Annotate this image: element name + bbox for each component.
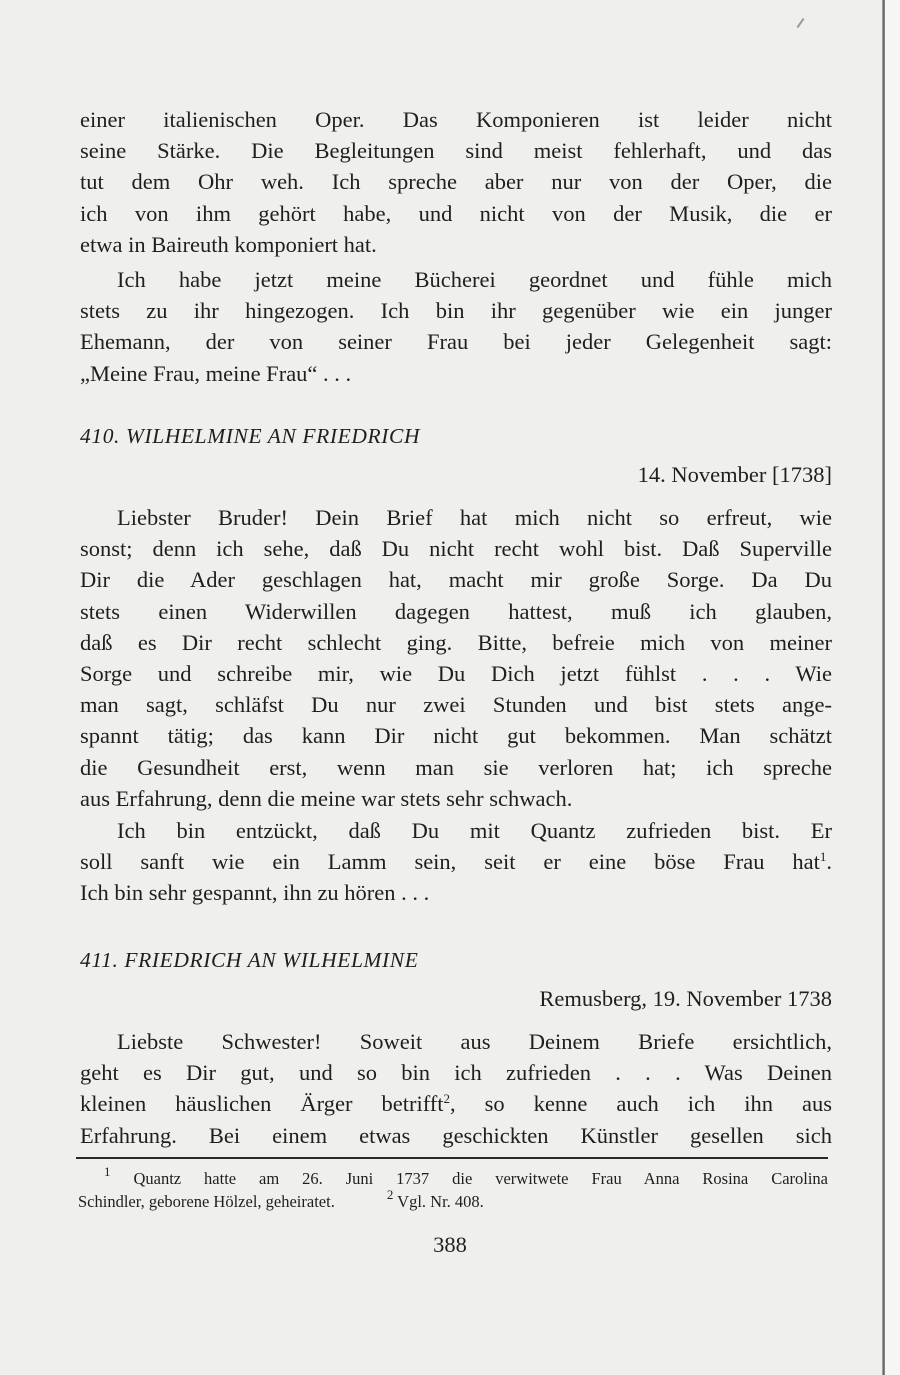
text-line: daß es Dir recht schlecht ging. Bitte, befreie mich von meiner [80, 629, 832, 655]
letter-411-date: Remusberg, 19. November 1738 [539, 986, 832, 1011]
paragraph-library [80, 264, 832, 389]
footnote-reference-1[interactable]: 1 [819, 849, 827, 865]
text-line: aus Erfahrung, denn die meine war stets sehr schwach. [80, 785, 573, 811]
footnote-marker-2: 2 [386, 1187, 394, 1202]
text-line: Erfahrung. Bei einem etwas geschickten Künstler gesellen sich [80, 1122, 832, 1148]
footnote-reference-2[interactable]: 2 [443, 1091, 451, 1107]
footnote-line [78, 1187, 828, 1213]
text-line: die Gesundheit erst, wenn man sie verloren hat; ich spreche [80, 754, 832, 780]
page-number: 388 [433, 1232, 467, 1257]
text-line: ich von ihm gehört habe, und nicht von der Musik, die er [80, 200, 832, 226]
letter-410-paragraph-2 [80, 815, 832, 909]
footnote-1-line [78, 1164, 829, 1190]
page-margin [885, 0, 900, 1375]
text-line: spannt tätig; das kann Dir nicht gut bekommen. Man schätzt [80, 723, 832, 749]
footnotes [78, 1164, 829, 1213]
footnote-1-text-cont: Schindler, geborene Hölzel, geheiratet. [78, 1192, 335, 1211]
text-line: man sagt, schläfst Du nur zwei Stunden und bist stets ange- [80, 692, 832, 718]
text-line: seine Stärke. Die Begleitungen sind meist fehlerhaft, und das [80, 138, 832, 164]
text-line: Ich bin entzückt, daß Du mit Quantz zufrieden bist. Er [117, 818, 832, 843]
book-gutter-edge [882, 0, 885, 1375]
text-line: Ehemann, der von seiner Frau bei jeder Gelegenheit sagt: [80, 329, 832, 355]
text-line: Sorge und schreibe mir, wie Du Dich jetzt fühlst . . . Wie [80, 660, 832, 686]
text-line: Liebster Bruder! Dein Brief hat mich nicht so erfreut, wie [117, 505, 832, 530]
letter-410-paragraph-1 [80, 502, 832, 814]
footnote-separator [76, 1157, 828, 1159]
footnote-marker-1: 1 [104, 1164, 111, 1179]
text-segment: kleinen häuslichen Ärger betrifft [80, 1091, 444, 1117]
paragraph-continuation [80, 104, 832, 260]
text-segment: . [826, 849, 832, 875]
text-line: tut dem Ohr weh. Ich spreche aber nur von der Oper, die [80, 169, 832, 195]
footnote-2-text: Vgl. Nr. 408. [397, 1192, 484, 1211]
text-line: sonst; denn ich sehe, daß Du nicht recht wohl bist. Daß Superville [80, 536, 832, 562]
text-line [80, 1088, 832, 1119]
text-segment: soll sanft wie ein Lamm sein, seit er eine böse Frau hat [80, 849, 820, 875]
text-line: Liebste Schwester! Soweit aus Deinem Briefe ersichtlich, [117, 1029, 832, 1054]
letter-411-heading: 411. FRIEDRICH AN WILHELMINE [80, 948, 419, 972]
text-line: stets einen Widerwillen dagegen hattest, muß ich glauben, [80, 598, 832, 624]
text-line: Dir die Ader geschlagen hat, macht mir große Sorge. Da Du [80, 567, 832, 593]
text-line: Ich bin sehr gespannt, ihn zu hören . . . [80, 880, 430, 906]
text-line: einer italienischen Oper. Das Komponieren ist leider nicht [80, 107, 832, 132]
letter-410-heading: 410. WILHELMINE AN FRIEDRICH [80, 424, 421, 448]
text-line: stets zu ihr hingezogen. Ich bin ihr gegenüber wie ein junger [80, 298, 832, 324]
stray-pencil-mark [797, 18, 805, 28]
text-line [80, 846, 832, 877]
letter-411-paragraph-1 [80, 1026, 832, 1151]
text-segment: , so kenne auch ich ihn aus [450, 1091, 832, 1117]
text-line: „Meine Frau, meine Frau“ . . . [80, 360, 352, 386]
footnote-1-text: Quantz hatte am 26. Juni 1737 die verwitwete Frau Anna Rosina Carolina [133, 1169, 829, 1188]
text-line: etwa in Baireuth komponiert hat. [80, 231, 377, 257]
text-line: geht es Dir gut, und so bin ich zufrieden . . . Was Deinen [80, 1060, 832, 1086]
letter-410-date: 14. November [1738] [637, 462, 832, 487]
text-line: Ich habe jetzt meine Bücherei geordnet und fühle mich [117, 267, 832, 292]
